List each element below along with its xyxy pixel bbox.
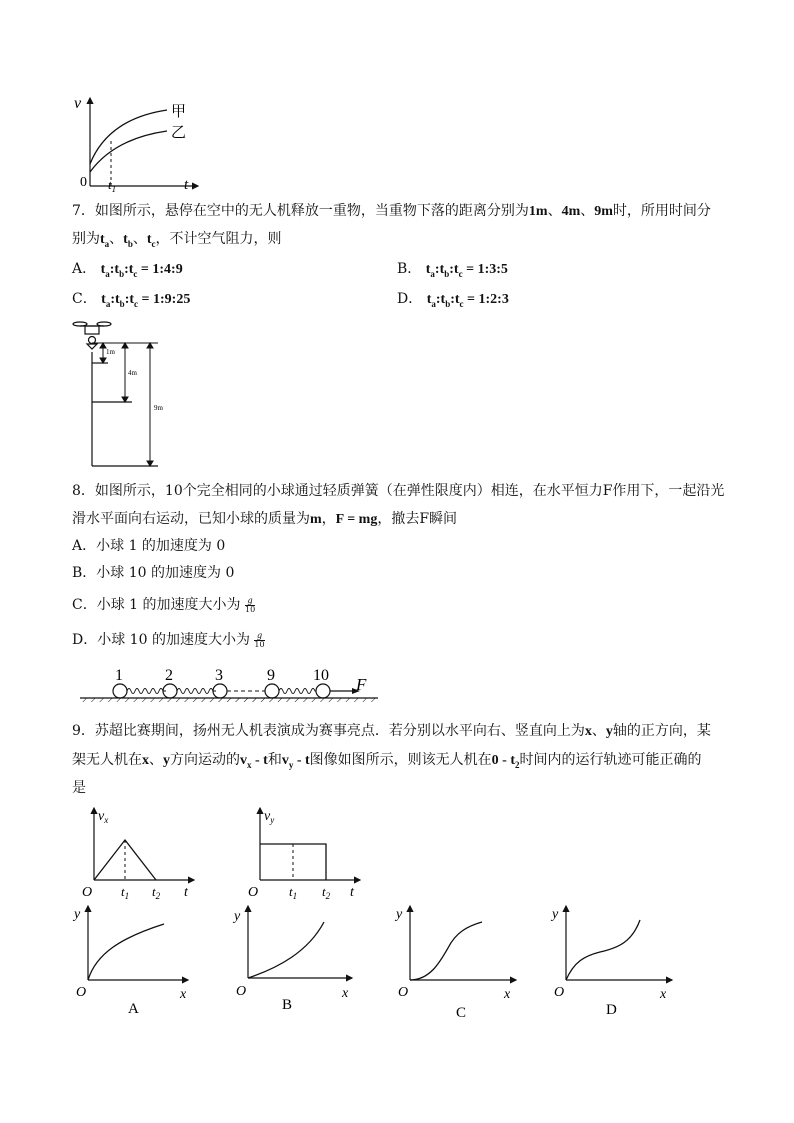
option-label: A． bbox=[72, 261, 97, 277]
q7-distance-2: 4m bbox=[561, 204, 581, 219]
origin-label: 0 bbox=[80, 175, 87, 190]
vy-axis-label: $v_y$ bbox=[264, 809, 275, 825]
t1-label: $t_1$ bbox=[121, 884, 130, 900]
separator: 、 bbox=[591, 723, 606, 739]
option-label: C． bbox=[72, 597, 97, 613]
t2-label: $t_2$ bbox=[152, 884, 161, 900]
option-text: 小球 10 的加速度为 0 bbox=[96, 565, 235, 581]
choice-b-label: B bbox=[282, 997, 293, 1013]
trajectory-curve bbox=[248, 922, 324, 978]
q8-option-a[interactable] bbox=[72, 537, 225, 555]
curve-jia bbox=[90, 110, 167, 164]
ratio-expression: $t_a:t_b:t_c$ = 1:4:9 bbox=[100, 262, 183, 279]
option-label: D． bbox=[72, 632, 98, 648]
velocity-time-graph bbox=[72, 94, 202, 194]
force-label: F bbox=[356, 675, 367, 694]
ball-2-label: 2 bbox=[165, 667, 173, 684]
y-axis-label: y bbox=[74, 907, 81, 922]
q8-line2 bbox=[72, 510, 457, 529]
q8-option-b[interactable] bbox=[72, 564, 234, 582]
q7-text: 7．如图所示，悬停在空中的无人机释放一重物，当重物下落的距离分别为 bbox=[72, 203, 529, 219]
q9-text: 架无人机在 bbox=[72, 752, 142, 768]
t2-label: $t_2$ bbox=[322, 884, 331, 900]
jia-label: 甲 bbox=[171, 104, 187, 120]
balls-springs-figure bbox=[80, 662, 380, 702]
q7-text: 别为 bbox=[72, 231, 100, 247]
q9-text-end: 轴的正方向，某 bbox=[612, 723, 711, 739]
label-9m: 9m bbox=[154, 404, 163, 412]
separator: ， bbox=[321, 511, 336, 527]
ball-10-label: 10 bbox=[313, 667, 329, 684]
choice-b-graph[interactable] bbox=[228, 902, 356, 1018]
option-label: C． bbox=[72, 291, 97, 307]
y-axis-label: y bbox=[552, 907, 559, 922]
origin-label: O bbox=[248, 885, 259, 900]
q7-line1 bbox=[72, 202, 711, 221]
v-axis-label: v bbox=[74, 95, 82, 112]
time-a: $t_a$ bbox=[100, 232, 110, 249]
origin-label: O bbox=[82, 885, 93, 900]
option-label: D． bbox=[397, 291, 423, 307]
spring-2-3 bbox=[177, 689, 216, 694]
q7-text-end: ，不计空气阻力，则 bbox=[155, 231, 282, 247]
separator: 、 bbox=[149, 752, 163, 768]
choice-a-label: A bbox=[128, 1001, 139, 1017]
ball-9 bbox=[265, 684, 279, 698]
ratio-expression: $t_a:t_b:t_c$ = 1:3:5 bbox=[425, 262, 508, 279]
x-axis-label: x bbox=[660, 987, 667, 1002]
y-axis-label: y bbox=[234, 909, 241, 924]
yi-label: 乙 bbox=[171, 125, 187, 141]
separator: 、 bbox=[109, 231, 124, 247]
option-label: A． bbox=[72, 538, 97, 554]
ball-10 bbox=[316, 684, 330, 698]
y-symbol: y bbox=[605, 724, 613, 739]
q8-option-c[interactable] bbox=[72, 596, 255, 614]
option-text: 小球 10 的加速度大小为 bbox=[97, 632, 250, 648]
force-equation: F = mg bbox=[335, 512, 378, 527]
option-label: B． bbox=[397, 261, 422, 277]
q7-text-end: 时，所用时间分 bbox=[612, 203, 711, 219]
t1-label: $t_1$ bbox=[108, 177, 117, 194]
q7-line2 bbox=[72, 230, 282, 253]
time-range: $0 - t_2$ bbox=[491, 753, 520, 770]
ball-3-label: 3 bbox=[215, 667, 223, 684]
option-text: 小球 1 的加速度大小为 bbox=[96, 597, 241, 613]
x-axis-label: x bbox=[180, 987, 187, 1002]
time-c: $t_c$ bbox=[146, 232, 156, 249]
t-axis-label: t bbox=[184, 177, 189, 193]
spring-9-10 bbox=[279, 689, 316, 694]
separator: 、 bbox=[132, 231, 147, 247]
trajectory-curve bbox=[410, 922, 482, 980]
choice-c-label: C bbox=[456, 1005, 467, 1018]
x-axis-label: x bbox=[504, 987, 511, 1002]
trajectory-curve bbox=[88, 924, 164, 980]
q7-option-a[interactable] bbox=[72, 260, 183, 283]
ball-9-label: 9 bbox=[267, 667, 275, 684]
origin-label: O bbox=[236, 984, 247, 999]
t-axis-label: t bbox=[350, 885, 354, 900]
t-axis-label: t bbox=[184, 885, 188, 900]
conjunction: 和 bbox=[267, 752, 282, 768]
t1-label: $t_1$ bbox=[289, 884, 298, 900]
origin-label: O bbox=[76, 985, 87, 1000]
x-symbol: x bbox=[142, 753, 149, 768]
option-text: 小球 1 的加速度为 0 bbox=[96, 538, 226, 554]
vx-t-graph bbox=[78, 804, 198, 900]
ratio-expression: $t_a:t_b:t_c$ = 1:2:3 bbox=[426, 292, 509, 309]
q7-option-d[interactable] bbox=[397, 290, 509, 313]
separator: 、 bbox=[547, 203, 562, 219]
q9-line3: 是 bbox=[72, 780, 86, 796]
q8-line1: 8．如图所示，10个完全相同的小球通过轻质弹簧（在弹性限度内）相连，在水平恒力F作用下，一起沿光 bbox=[72, 483, 725, 499]
drone-drop-figure bbox=[70, 318, 170, 472]
q9-text: 方向运动的 bbox=[170, 752, 240, 768]
q9-line2 bbox=[72, 751, 701, 774]
q7-distance-3: 9m bbox=[594, 204, 613, 219]
curve-yi bbox=[90, 131, 167, 172]
q7-option-b[interactable] bbox=[397, 260, 508, 283]
spring-1-2 bbox=[127, 689, 166, 694]
fraction-g-over-10: $\frac{g}{10}$ bbox=[254, 630, 265, 649]
q7-option-c[interactable] bbox=[72, 290, 190, 313]
y-axis-label: y bbox=[396, 907, 403, 922]
fraction-g-over-10: $\frac{g}{10}$ bbox=[244, 595, 256, 614]
q7-distance-1: 1m bbox=[528, 204, 548, 219]
mass-symbol: m bbox=[310, 512, 322, 527]
ball-1-label: 1 bbox=[115, 667, 123, 684]
trajectory-curve bbox=[566, 920, 640, 980]
origin-label: O bbox=[398, 985, 409, 1000]
vx-t-symbol: $v_x$ - t bbox=[240, 753, 268, 770]
q9-text: 图像如图所示，则该无人机在 bbox=[309, 752, 492, 768]
ball-1 bbox=[113, 684, 127, 698]
q9-text-end: 时间内的运行轨迹可能正确的 bbox=[519, 752, 702, 768]
drone-icon bbox=[73, 322, 111, 349]
label-1m: 1m bbox=[106, 348, 115, 356]
vy-t-symbol: $v_y$ - t bbox=[281, 753, 310, 770]
ratio-expression: $t_a:t_b:t_c$ = 1:9:25 bbox=[101, 292, 191, 309]
x-axis-label: x bbox=[342, 986, 349, 1001]
q8-text-end: ，撤去F瞬间 bbox=[377, 511, 458, 527]
q9-text: 9．苏超比赛期间，扬州无人机表演成为赛事亮点．若分别以水平向右、竖直向上为 bbox=[72, 723, 585, 739]
origin-label: O bbox=[554, 985, 565, 1000]
y-symbol: y bbox=[163, 753, 170, 768]
option-label: B． bbox=[72, 565, 97, 581]
choice-d-label: D bbox=[606, 1002, 617, 1018]
q8-option-d[interactable] bbox=[72, 631, 265, 649]
time-b: $t_b$ bbox=[123, 232, 133, 249]
vy-t-graph bbox=[244, 804, 364, 900]
q8-text: 滑水平面向右运动，已知小球的质量为 bbox=[72, 511, 310, 527]
separator: 、 bbox=[580, 203, 595, 219]
choice-c-graph[interactable] bbox=[392, 902, 520, 1018]
q9-line1 bbox=[72, 722, 711, 741]
vx-axis-label: $v_x$ bbox=[98, 809, 109, 825]
choice-d-graph[interactable] bbox=[548, 902, 676, 1018]
x-symbol: x bbox=[584, 724, 592, 739]
choice-a-graph[interactable] bbox=[72, 902, 192, 1018]
label-4m: 4m bbox=[128, 369, 137, 377]
